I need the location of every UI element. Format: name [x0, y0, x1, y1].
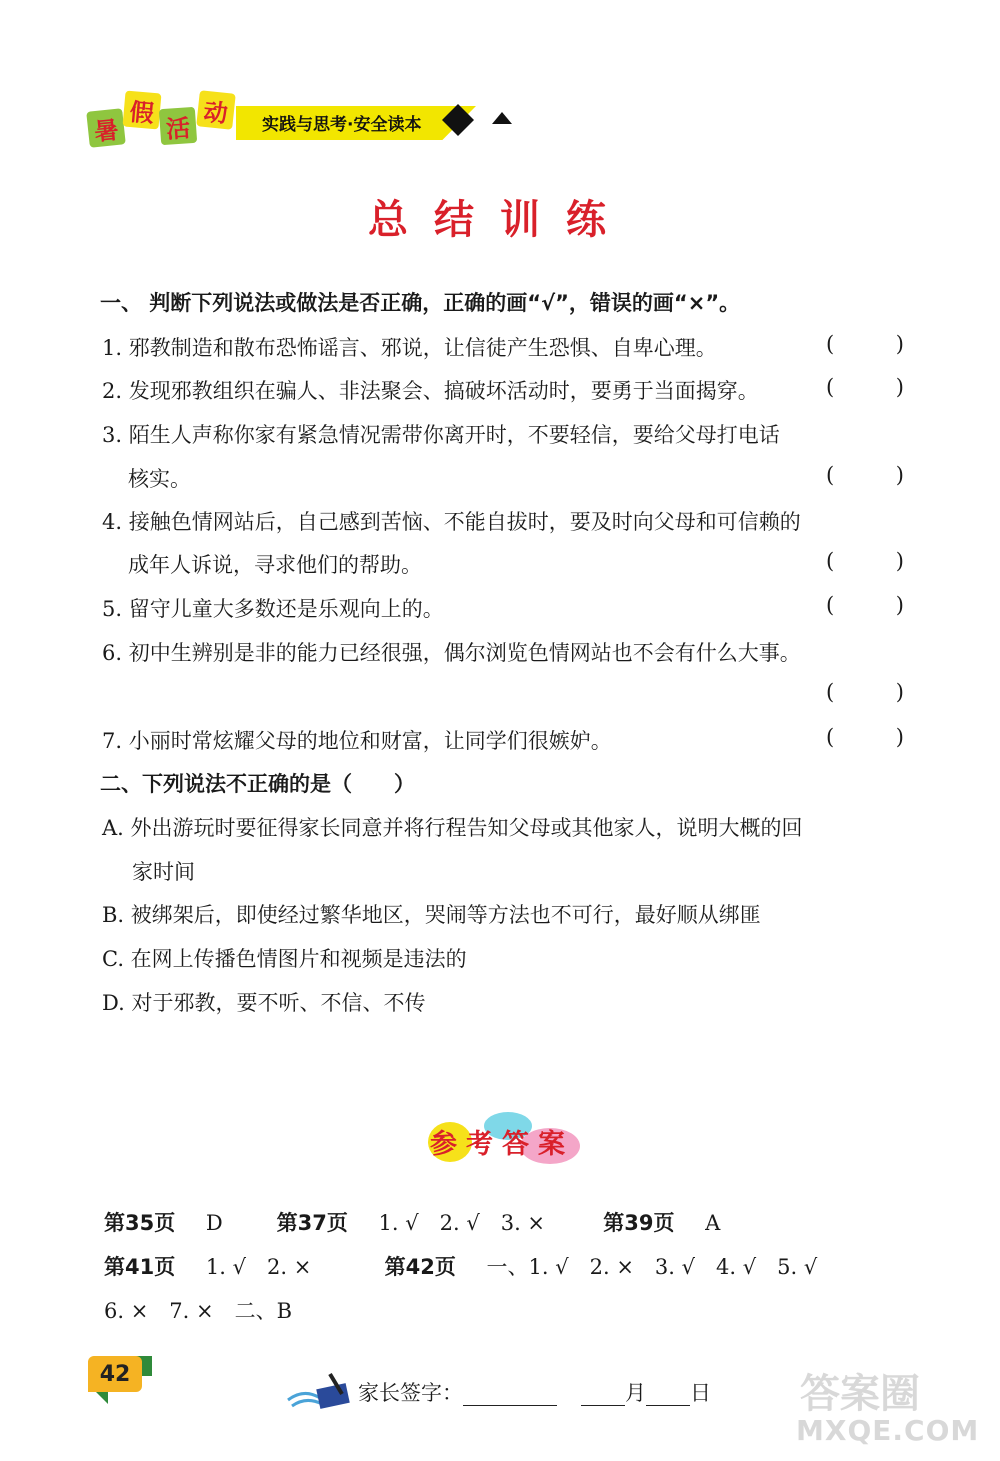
- watermark-logo: 答案圈: [800, 1371, 920, 1417]
- question-1: 1. 邪教制造和散布恐怖谣言、邪说，让信徒产生恐惧、自卑心理。: [102, 336, 717, 360]
- section1-heading: 一、 判断下列说法或做法是否正确，正确的画“√”，错误的画“×”。: [100, 291, 741, 315]
- question-3: 3. 陌生人声称你家有紧急情况需带你离开时，不要轻信，要给父母打电话: [102, 423, 780, 447]
- question-5: 5. 留守儿童大多数还是乐观向上的。: [102, 597, 444, 621]
- answers-row-3: [104, 1295, 292, 1325]
- answer-slot-3: ( ): [826, 463, 904, 487]
- option-a: A. 外出游玩时要征得家长同意并将行程告知父母或其他家人，说明大概的回: [102, 816, 803, 840]
- answer-page: 第37页: [276, 1211, 348, 1235]
- signature-blank: [463, 1381, 557, 1406]
- question-7: 7. 小丽时常炫耀父母的地位和财富，让同学们很嫉妒。: [102, 729, 612, 753]
- answer-value: A: [705, 1211, 721, 1235]
- month-label: 月: [625, 1381, 646, 1405]
- question-3-cont: 核实。: [128, 467, 191, 491]
- month-blank: [581, 1381, 625, 1406]
- section2-heading: 二、下列说法不正确的是（ ）: [100, 772, 415, 796]
- answers-row-2: [104, 1251, 817, 1281]
- watermark-url: MXQE.COM: [796, 1414, 980, 1447]
- question-6: 6. 初中生辨别是非的能力已经很强，偶尔浏览色情网站也不会有什么大事。: [102, 641, 801, 665]
- answer-page: 第39页: [603, 1211, 675, 1235]
- answer-slot-5: ( ): [826, 593, 904, 617]
- question-2: 2. 发现邪教组织在骗人、非法聚会、搞破坏活动时，要勇于当面揭穿。: [102, 379, 759, 403]
- page-title: 总结训练: [368, 197, 632, 243]
- header-tile-3: 活: [159, 107, 197, 145]
- answers-row-1: [104, 1207, 720, 1237]
- answer-page: 第35页: [104, 1211, 176, 1235]
- answer-page: 第42页: [384, 1255, 456, 1279]
- day-label: 日: [690, 1381, 711, 1405]
- answer-page: 第41页: [104, 1255, 176, 1279]
- question-4-cont: 成年人诉说，寻求他们的帮助。: [128, 553, 422, 577]
- answer-slot-7: ( ): [826, 725, 904, 749]
- answer-value: D: [205, 1211, 223, 1235]
- answer-value: 6. × 7. × 二、B: [104, 1299, 293, 1323]
- answer-slot-2: ( ): [826, 375, 904, 399]
- answers-title: 参考答案: [430, 1129, 574, 1160]
- header-diamond-icon: [436, 100, 526, 140]
- pen-book-icon: [286, 1370, 356, 1410]
- option-a-cont: 家时间: [132, 860, 195, 884]
- header-tile-2: 假: [122, 90, 161, 129]
- header-subtitle: 实践与思考·安全读本: [262, 115, 422, 135]
- option-c: C. 在网上传播色情图片和视频是违法的: [102, 947, 467, 971]
- page-badge-tail: [96, 1392, 108, 1404]
- answer-value: 1. √ 2. ×: [205, 1255, 312, 1279]
- parent-signature-line: [358, 1377, 711, 1407]
- answer-slot-6: ( ): [826, 680, 904, 704]
- header-tile-4: 动: [196, 90, 236, 130]
- option-b: B. 被绑架后，即使经过繁华地区，哭闹等方法也不可行，最好顺从绑匪: [102, 903, 761, 927]
- answer-slot-1: ( ): [826, 332, 904, 356]
- question-4: 4. 接触色情网站后，自己感到苦恼、不能自拔时，要及时向父母和可信赖的: [102, 510, 801, 534]
- option-d: D. 对于邪教，要不听、不信、不传: [102, 991, 426, 1015]
- day-blank: [646, 1381, 690, 1406]
- sign-label: 家长签字：: [358, 1381, 463, 1405]
- page-number: 42: [88, 1356, 142, 1392]
- answer-slot-4: ( ): [826, 549, 904, 573]
- answer-value: 一、1. √ 2. × 3. √ 4. √ 5. √: [486, 1255, 818, 1279]
- answer-value: 1. √ 2. √ 3. ×: [378, 1211, 546, 1235]
- header-tile-1: 暑: [86, 108, 126, 148]
